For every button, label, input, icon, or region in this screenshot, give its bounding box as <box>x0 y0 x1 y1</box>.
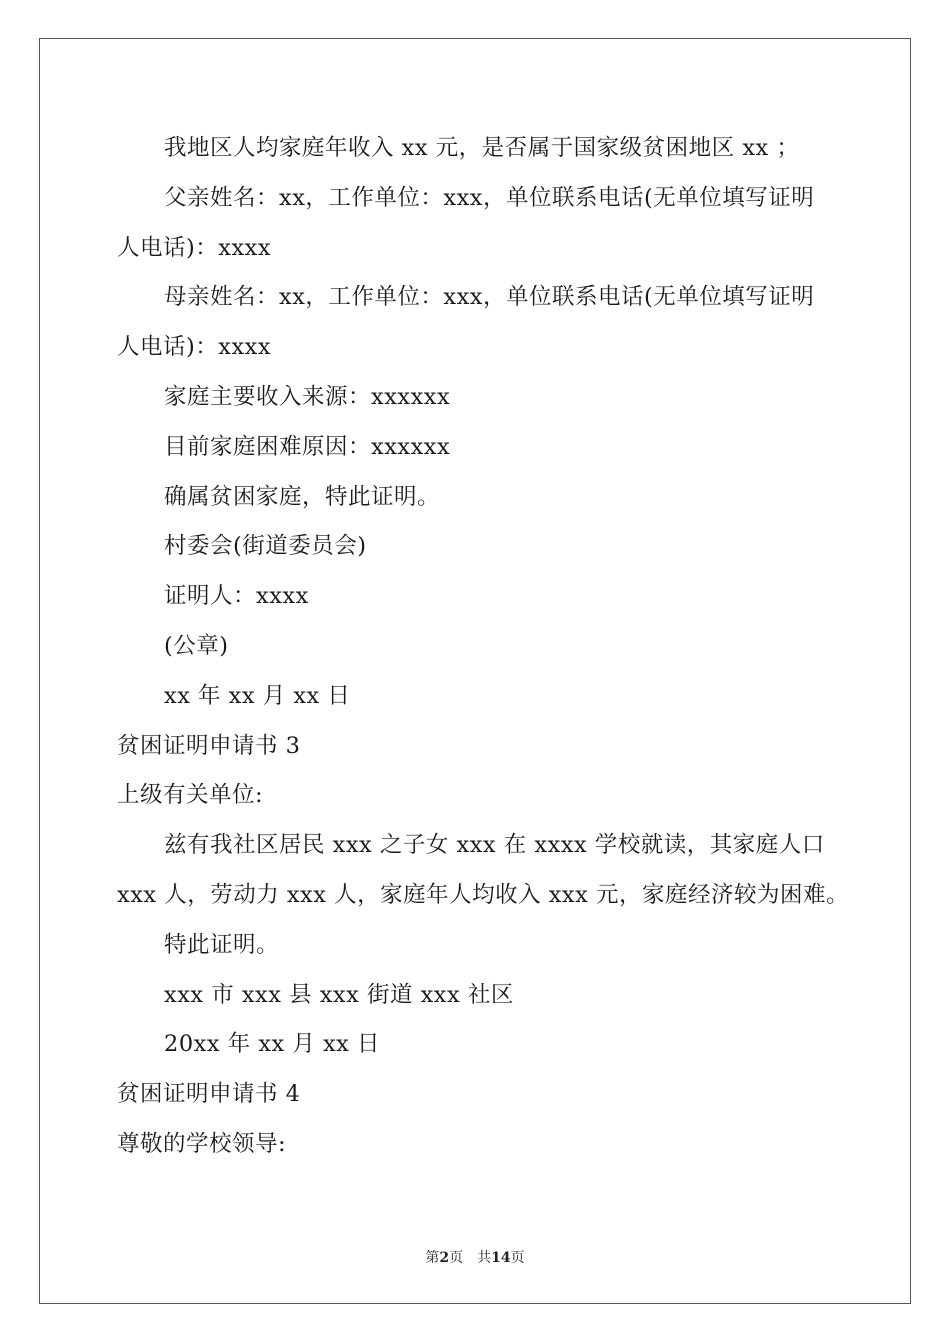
total-pages: 14 <box>491 1250 511 1266</box>
text-line: 人电话)：xxxx <box>117 234 272 261</box>
text-line: 母亲姓名：xx，工作单位：xxx，单位联系电话(无单位填写证明 <box>164 284 815 311</box>
section-heading: 贫困证明申请书 3 <box>117 732 301 759</box>
total-suffix: 页 <box>510 1250 525 1266</box>
text-line: 证明人：xxxx <box>164 583 309 610</box>
text-line: xxx 市 xxx 县 xxx 街道 xxx 社区 <box>164 981 514 1008</box>
salutation: 上级有关单位: <box>117 782 264 809</box>
text-line: (公章) <box>164 632 229 659</box>
page-prefix: 第 <box>425 1250 440 1266</box>
text-line: 特此证明。 <box>164 931 280 958</box>
text-line: 目前家庭困难原因：xxxxxx <box>164 433 451 460</box>
text-line: 人电话)：xxxx <box>117 334 272 361</box>
text-line: 确属贫困家庭，特此证明。 <box>164 483 441 510</box>
text-line: 我地区人均家庭年收入 xx 元，是否属于国家级贫困地区 xx ； <box>164 135 800 161</box>
text-line: 村委会(街道委员会) <box>164 533 367 560</box>
text-line: 父亲姓名：xx，工作单位：xxx，单位联系电话(无单位填写证明 <box>164 184 815 211</box>
total-prefix: 共 <box>477 1250 492 1266</box>
section-heading: 贫困证明申请书 4 <box>117 1081 301 1108</box>
text-line: xx 年 xx 月 xx 日 <box>164 682 351 709</box>
document-body <box>117 124 849 1170</box>
text-line: 家庭主要收入来源：xxxxxx <box>164 383 451 410</box>
text-line: 兹有我社区居民 xxx 之子女 xxx 在 xxxx 学校就读，其家庭人口 <box>164 832 825 859</box>
text-line: 20xx 年 xx 月 xx 日 <box>164 1031 381 1058</box>
salutation: 尊敬的学校领导: <box>117 1130 287 1157</box>
page-footer <box>0 1247 950 1267</box>
page-number: 2 <box>439 1250 450 1266</box>
page-suffix: 页 <box>449 1250 464 1266</box>
text-line: xxx 人，劳动力 xxx 人，家庭年人均收入 xxx 元，家庭经济较为困难。 <box>117 881 849 908</box>
